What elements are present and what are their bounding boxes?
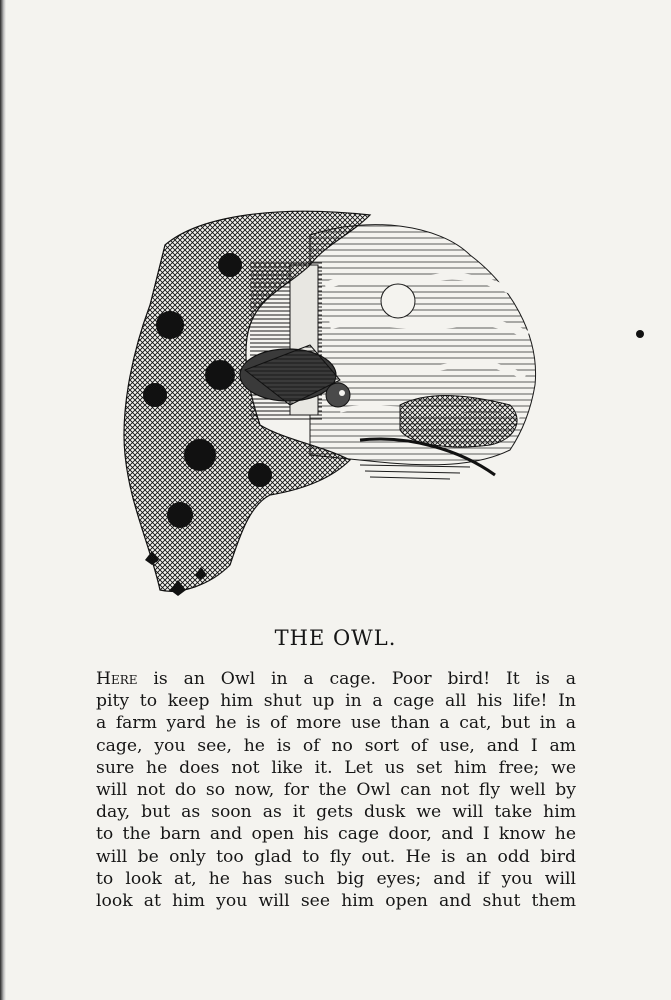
- chapter-title: THE OWL.: [274, 626, 397, 650]
- page-edge-shadow: [0, 0, 6, 1000]
- owl-illustration: [110, 205, 550, 605]
- text-line: to look at, he has such big eyes; and if you will: [96, 868, 576, 889]
- text-line: to the barn and open his cage door, and I know he: [96, 824, 576, 845]
- text-line: pity to keep him shut up in a cage all his life! In: [96, 691, 576, 712]
- text-line: will not do so now, for the Owl can not fly well by: [96, 780, 576, 801]
- text-line: look at him you will see him open and shut them: [96, 891, 576, 912]
- text-line: cage, you see, he is of no sort of use, and I am: [96, 735, 576, 756]
- moon: [381, 284, 415, 318]
- text-line: will be only too glad to fly out. He is an odd bird: [96, 846, 576, 867]
- body-text: [96, 668, 576, 912]
- text-line: sure he does not like it. Let us set him free; we: [96, 757, 576, 778]
- ground-hatching: [360, 465, 470, 479]
- text-line: a farm yard he is of more use than a cat, but in a: [96, 713, 576, 734]
- ink-speck: [636, 330, 644, 338]
- text-line: day, but as soon as it gets dusk we will take him: [96, 802, 576, 823]
- lead-word: Here: [96, 669, 138, 689]
- text-line: Here is an Owl in a cage. Poor bird! It is a: [96, 669, 576, 689]
